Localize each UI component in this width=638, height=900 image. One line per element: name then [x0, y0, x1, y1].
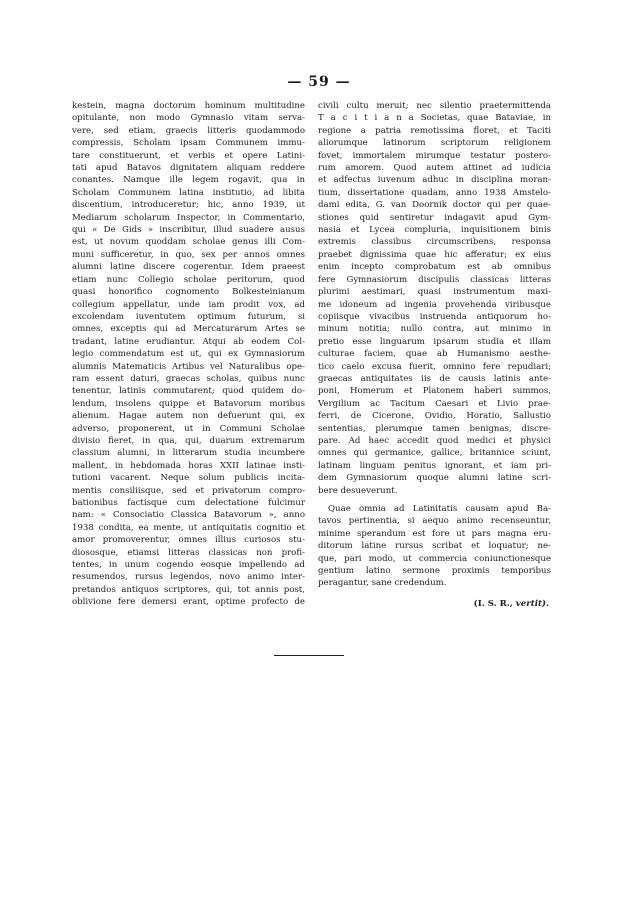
- text-line: peragantur, sane credendum.: [318, 578, 447, 589]
- text-line: est, ut novum quoddam scholae genus illi Com-: [72, 237, 305, 248]
- text-line: mallent, in hebdomada horas XXII latinae insti-: [72, 460, 305, 471]
- text-line: fere Gymnasiorum discipulis classicas litteras: [318, 274, 551, 285]
- text-line: fovet, immortalem mirumque testatur postero-: [318, 150, 551, 161]
- text-line: ram essent daturi, graecas scholas, quibus nunc: [72, 373, 305, 384]
- text-line: omnes, exceptis qui ad Mercaturarum Artes se: [72, 324, 305, 335]
- text-line: sententias, plerumque tamen benignas, discre-: [318, 423, 551, 434]
- text-line: dem Gymnasiorum quoque alumni latine scri-: [318, 473, 551, 484]
- text-line: compressis, Scholam ipsam Communem immu-: [72, 138, 305, 149]
- text-line: enim incepto comprobatum est ab omnibus: [318, 262, 551, 273]
- text-line: tenentur, latinis commutarent; quod quidem do-: [72, 386, 305, 397]
- text-line: etiam nunc Collegio scholae peritorum, quod: [72, 274, 305, 285]
- text-line: latinam linguam penitus ignorant, et iam pri-: [318, 460, 551, 471]
- text-line: graecas antiquitates iis de causis latinis ante-: [318, 373, 551, 384]
- text-line: rum amorem. Quod autem attinet ad iudicia: [318, 163, 551, 174]
- text-line: plurimi aestimari, quasi instrumentum maxi-: [318, 287, 551, 298]
- text-line: excolendam iuventutem optimum futurum, si: [72, 311, 305, 322]
- text-line: oblivione fere demersi erant, optime profecto de: [72, 597, 305, 608]
- page-number: — 59 —: [287, 74, 351, 90]
- text-line: copiisque vivacibus instruenda antiquorum ho-: [318, 311, 551, 322]
- text-line: divisio fieret, in qua, qui, duarum extremarum: [72, 435, 305, 446]
- text-line: pare. Ad haec accedit quod medici et physici: [318, 435, 551, 446]
- text-line: T a c i t i a n a Societas, quae Bataviae, in: [318, 113, 551, 124]
- right-column: [318, 100, 551, 610]
- text-line: alienum. Hagae autem non defuerunt qui, ex: [72, 411, 305, 422]
- text-line: tradant, latine erudiantur. Atqui ab eodem Col-: [72, 336, 305, 347]
- text-line: alumni latine discere cogerentur. Idem praeest: [72, 262, 305, 273]
- text-line: Quae omnia ad Latinitatis causam apud Ba-: [328, 504, 551, 514]
- text-line: tutioni vacarent. Neque solum publicis incita-: [72, 473, 305, 484]
- text-line: omnes qui germanice, gallice, britannice sciunt,: [318, 448, 551, 459]
- text-line: et adfectus iuvenum adhuc in disciplina moran-: [318, 175, 551, 186]
- text-line: alumnis Matematicis Artibus vel Naturalibus ope-: [72, 361, 305, 372]
- text-line: legio commendatum est ut, qui ex Gymnasiorum: [72, 349, 305, 360]
- text-line: vere, sed etiam, graecis litteris quodammodo: [72, 125, 305, 136]
- text-line: qui « De Gids » inscribitur, illud suadere ausus: [72, 225, 305, 236]
- text-line: opitulante, non modo Gymnasio vitam serva-: [72, 113, 305, 124]
- text-line: bationibus factisque cum delectatione fulcimur: [72, 498, 305, 508]
- text-line: muni sufficeretur, in quo, sex per annos omnes: [72, 249, 305, 260]
- text-line: discentium, introduceretur; hic, anno 1939, ut: [72, 200, 305, 211]
- text-line: minime sperandum est fore ut pars magna eru-: [318, 528, 551, 539]
- text-line: adverso, proponerent, ut in Communi Scholae: [72, 423, 305, 434]
- text-line: diososque, etiamsi litteras classicas non profi-: [72, 547, 305, 558]
- text-line: classium alumni, in litterarum studia incumbere: [72, 448, 305, 459]
- text-line: lendum, insolens quippe et Batavorum moribus: [72, 398, 305, 409]
- text-line: 1938 condita, ea mente, ut antiquitatis cognitio et: [72, 522, 305, 533]
- text-line: quasi honorifico cognomento Bolkesteinianum: [72, 287, 305, 298]
- text-line: extremis classibus circumscribens, responsa: [318, 237, 551, 248]
- text-line: praebet dignissima quae hic afferatur; ex eius: [318, 249, 551, 260]
- text-line: bere desueverunt.: [318, 485, 398, 496]
- text-line: civili cultu meruit; nec silentio praetermittenda: [318, 101, 551, 111]
- text-line: poni, Homerum et Platonem haberi summos,: [318, 386, 551, 397]
- text-line: tentes, in unum cogendo eosque impellendo ad: [72, 560, 305, 571]
- right-column-paragraph: [318, 100, 551, 497]
- signature-initials: (I. S. R.,: [473, 598, 513, 609]
- text-line: gentium latino sermone proximis temporibus: [318, 566, 551, 577]
- text-line: collegium appellatur, unde iam prodit vox, ad: [72, 299, 305, 310]
- text-line: dami edita, G. van Doornik doctor qui per quae-: [318, 200, 551, 211]
- text-line: tico caelo excusa fuerit, omnino fere repudiari;: [318, 361, 551, 372]
- text-line: nasia et Lycea compluria, inquisitionem binis: [318, 225, 551, 236]
- closing-paragraph: [318, 503, 551, 590]
- text-line: stiones quid sentiretur indagavit apud Gym-: [318, 212, 551, 223]
- text-line: resumendos, rursus legendos, novo animo inter-: [72, 572, 305, 583]
- translator-signature: [318, 598, 551, 610]
- text-line: ferri, de Cicerone, Ovidio, Horatio, Sallustio: [318, 411, 551, 422]
- text-line: nam: « Consociatio Classica Batavorum », anno: [72, 510, 305, 521]
- text-line: tavos pertinentia, si aequo animo recenseuntur,: [318, 516, 551, 527]
- text-line: amor promoverentur, omnes illius curiosos stu-: [72, 535, 305, 546]
- text-line: Mediarum scholarum Inspector, in Commentario,: [72, 212, 305, 223]
- text-line: mentis consiliisque, sed et privatorum compro-: [72, 485, 305, 496]
- end-rule: [274, 655, 344, 656]
- text-line: kestein, magna doctorum hominum multitudine: [72, 101, 305, 111]
- text-line: que, pari modo, ut commercia coniunctionesque: [318, 553, 551, 564]
- text-line: Scholam Communem latina institutio, ad libita: [72, 187, 305, 198]
- text-line: conantes. Namque ille legem rogavit, qua in: [72, 175, 305, 186]
- left-column: [72, 100, 305, 609]
- text-line: Vergilium ac Tacitum Caesari et Livio prae-: [318, 398, 551, 409]
- text-line: pretio esse linguarum ipsarum studia et illam: [318, 336, 551, 347]
- text-line: aliorumque latinorum scriptorum religionem: [318, 138, 551, 149]
- text-line: culturae faciem, quae ab Humanismo aesthe-: [318, 349, 551, 360]
- signature-vertit: vertit).: [515, 598, 549, 609]
- text-line: ditorum latine rursus scribat et loquatur; ne-: [318, 541, 551, 552]
- text-line: tium, dissertatione quadam, anno 1938 Amstelo-: [318, 187, 551, 198]
- text-line: me idoneum ad ingenia provehenda viribusque: [318, 299, 551, 310]
- text-line: minum notitia; nullo contra, aut minimo in: [318, 324, 551, 335]
- text-line: tare constituerunt, et verbis et opere Latini-: [72, 150, 305, 161]
- text-line: pretandos antiquos scriptores, qui, tot annis post,: [72, 584, 305, 595]
- text-line: regione a patria remotissima floret, et Taciti: [318, 125, 551, 136]
- text-line: tati apud Batavos dignitatem aliquam reddere: [72, 163, 305, 174]
